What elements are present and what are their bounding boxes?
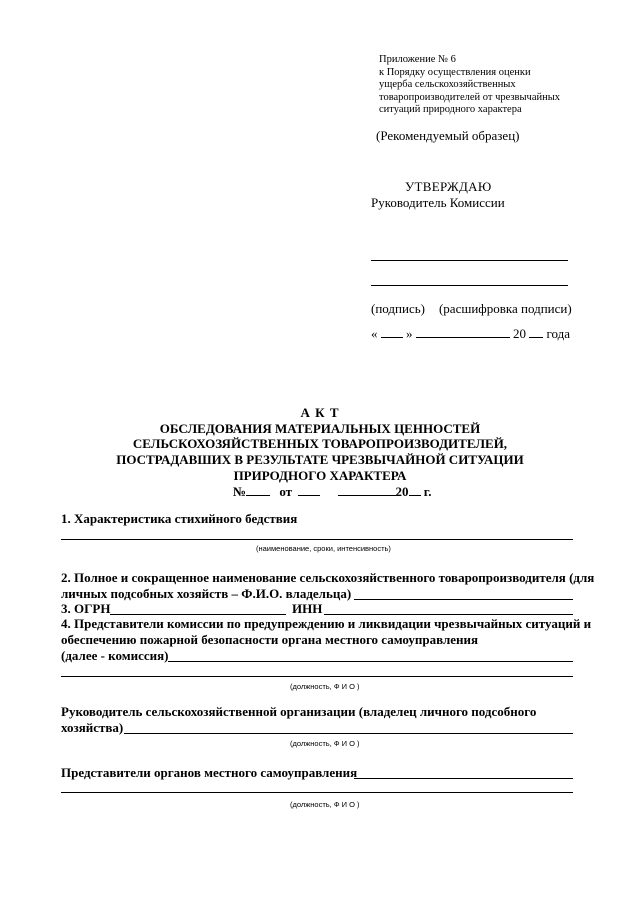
quote-open: «	[371, 326, 378, 341]
section-1-heading: 1. Характеристика стихийного бедствия	[61, 511, 298, 526]
section-4-caption: (должность, Ф И О )	[290, 682, 360, 691]
signature-line	[371, 260, 568, 261]
approve-heading: УТВЕРЖДАЮ	[405, 179, 492, 194]
appendix-line: Приложение № 6	[379, 54, 456, 65]
org-head-line: хозяйства)	[61, 720, 124, 735]
month-blank	[416, 337, 510, 338]
appendix-line: к Порядку осуществления оценки	[379, 66, 531, 78]
signature-line	[371, 285, 568, 286]
year-blank	[409, 495, 421, 496]
appendix-line: ситуаций природного характера	[379, 104, 522, 116]
fill-line	[61, 539, 573, 540]
recommended-sample: (Рекомендуемый образец)	[376, 128, 520, 143]
appendix-line: товаропроизводителей от чрезвычайных	[379, 91, 561, 103]
fill-line	[61, 792, 573, 793]
section-4-line: 4. Представители комиссии по предупреждению и ликвидации чрезвычайных ситуаций и	[61, 616, 592, 631]
ogrn-blank	[110, 614, 286, 615]
quote-close: »	[406, 326, 413, 341]
year-suffix: г.	[423, 484, 432, 499]
year-prefix: 20	[513, 326, 526, 341]
local-caption: (должность, Ф И О )	[290, 800, 360, 809]
act-number-line	[233, 484, 431, 500]
appendix-line: ущерба сельскохозяйственных	[379, 79, 516, 91]
section-4-line: обеспечению пожарной безопасности органа местного самоуправления	[61, 632, 479, 647]
act-title-line: ОБСЛЕДОВАНИЯ МАТЕРИАЛЬНЫХ ЦЕННОСТЕЙ	[159, 421, 481, 436]
decode-caption: (расшифровка подписи)	[438, 301, 572, 316]
section-2-line: 2. Полное и сокращенное наименование сельскохозяйственного товаропроизводителя (для	[61, 570, 595, 585]
month-blank	[338, 495, 396, 496]
fill-line	[354, 778, 573, 779]
fill-line	[61, 676, 573, 677]
signature-captions	[371, 301, 586, 317]
section-3-inn: ИНН	[292, 601, 323, 616]
approval-date	[371, 326, 570, 342]
section-3-ogrn: 3. ОГРН	[61, 601, 111, 616]
from-word: от	[279, 484, 293, 499]
year-blank	[529, 337, 543, 338]
section-2-line: личных подсобных хозяйств – Ф.И.О. владельца)	[61, 586, 352, 601]
inn-blank	[324, 614, 573, 615]
act-title-line: ПРИРОДНОГО ХАРАКТЕРА	[233, 468, 407, 483]
day-blank	[381, 337, 403, 338]
number-sign: №	[233, 484, 247, 499]
section-4-line: (далее - комиссия)	[61, 648, 169, 663]
fill-line	[354, 599, 573, 600]
org-head-caption: (должность, Ф И О )	[290, 739, 360, 748]
fill-line	[124, 733, 573, 734]
act-title: А К Т	[300, 405, 340, 420]
org-head-line: Руководитель сельскохозяйственной организации (владелец личного подсобного	[61, 704, 537, 719]
year-prefix: 20	[395, 484, 409, 499]
appendix-note	[379, 54, 560, 117]
number-blank	[246, 495, 270, 496]
year-word: года	[546, 326, 571, 341]
local-authorities: Представители органов местного самоуправления	[61, 765, 358, 780]
act-title-line: СЕЛЬСКОХОЗЯЙСТВЕННЫХ ТОВАРОПРОИЗВОДИТЕЛЕЙ,	[132, 436, 508, 451]
fill-line	[168, 661, 573, 662]
commission-chief: Руководитель Комиссии	[371, 195, 505, 210]
day-blank	[298, 495, 320, 496]
section-1-caption: (наименование, сроки, интенсивность)	[256, 544, 391, 553]
act-title-line: ПОСТРАДАВШИХ В РЕЗУЛЬТАТЕ ЧРЕЗВЫЧАЙНОЙ СИТУАЦИИ	[116, 452, 524, 467]
sign-caption: (подпись)	[371, 301, 425, 316]
